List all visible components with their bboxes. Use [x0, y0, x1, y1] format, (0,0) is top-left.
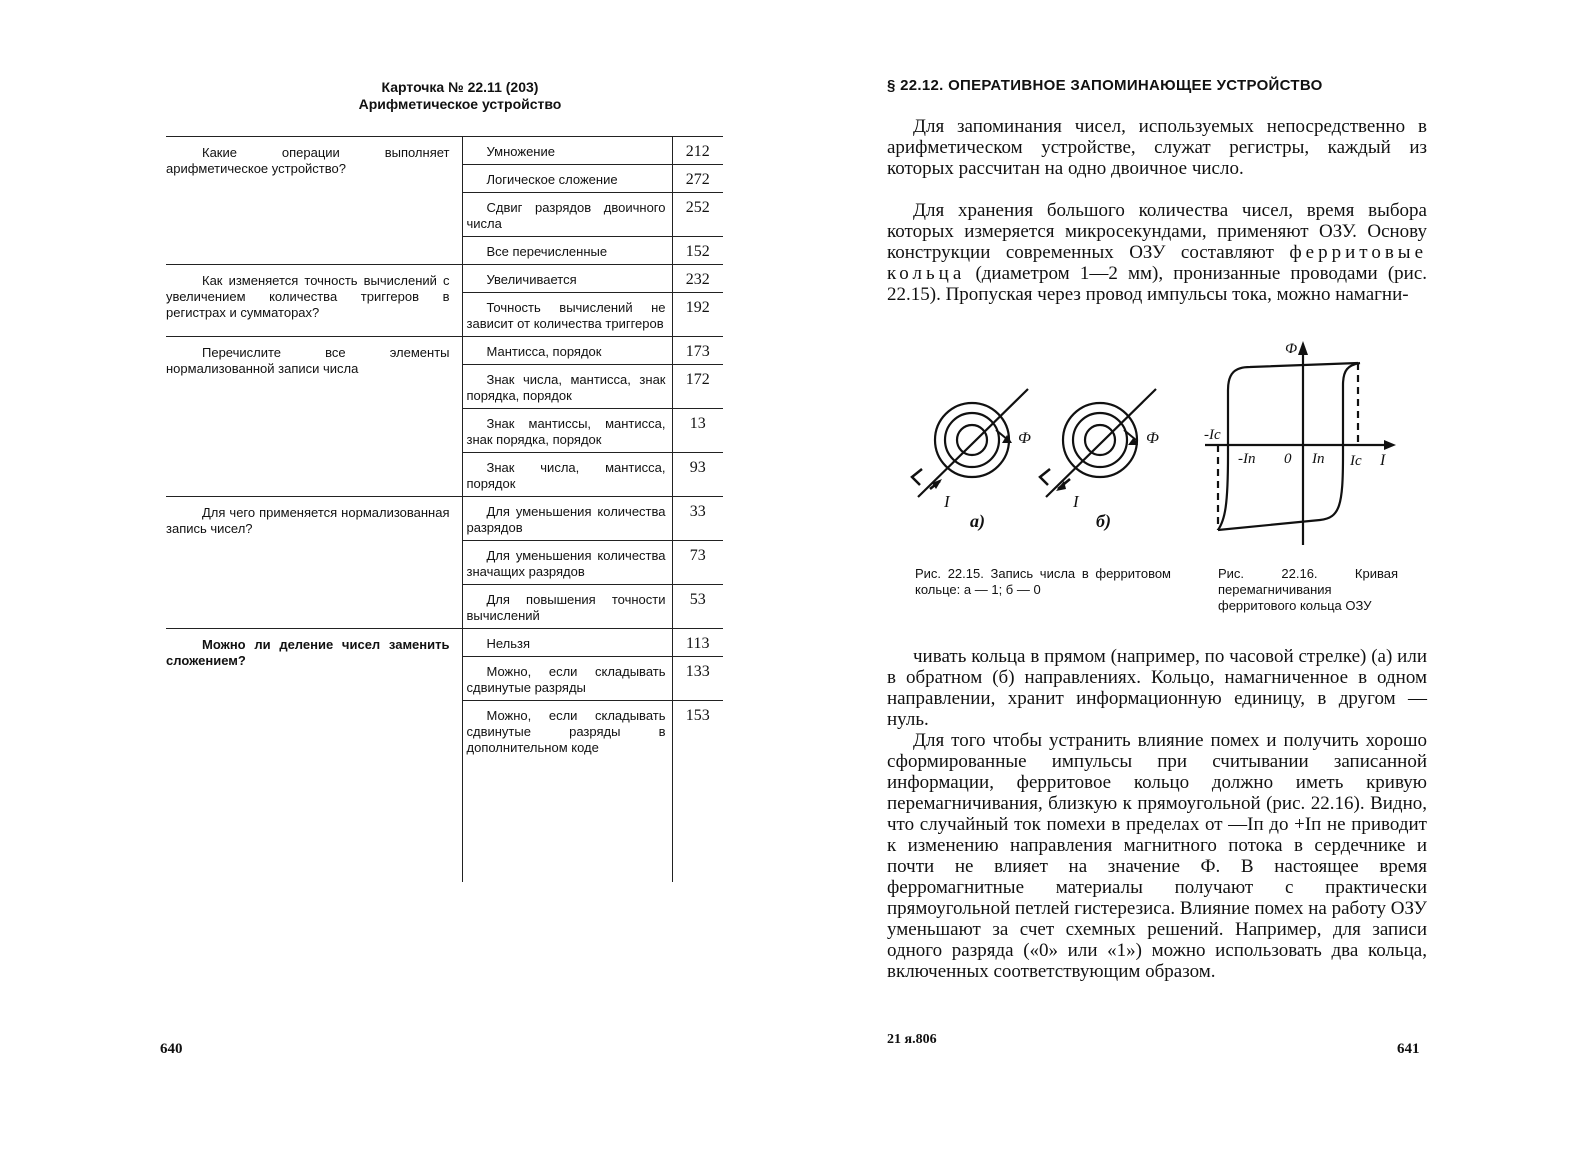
label-a: а)	[970, 511, 985, 531]
answer-cell: Для уменьшения количества значащих разрядов	[462, 541, 672, 585]
card-title: Карточка № 22.11 (203)	[381, 79, 539, 95]
right-page	[790, 0, 1583, 1153]
phi-label-b: Ф	[1146, 430, 1159, 447]
ring-b	[1040, 389, 1156, 497]
empty-cell	[462, 772, 672, 882]
neg-ic-label: -Ic	[1204, 427, 1221, 443]
answer-cell: Сдвиг разрядов двоичного числа	[462, 193, 672, 237]
answer-cell: Нельзя	[462, 629, 672, 657]
printer-signature: 21 я.806	[887, 1032, 937, 1047]
answer-code: 33	[672, 497, 723, 541]
ic-label: Ic	[1350, 453, 1362, 469]
answer-cell: Можно, если складывать сдвинутые разряды в дополнительном коде	[462, 701, 672, 773]
page-number-left: 640	[160, 1041, 183, 1057]
answer-code: 153	[672, 701, 723, 773]
card-heading	[160, 79, 760, 113]
answer-cell: Для повышения точности вычислений	[462, 585, 672, 629]
table-row	[166, 137, 723, 165]
table-row	[166, 629, 723, 657]
question-cell: Какие операции выполняет арифметическое устройство?	[166, 137, 462, 265]
answer-cell: Для уменьшения количества разрядов	[462, 497, 672, 541]
answer-code: 172	[672, 365, 723, 409]
paragraph-part: (диаметром 1—2 мм), пронизанные проводами (рис. 22.15). Пропуская через провод импульсы тока, можно намагни-	[887, 263, 1428, 305]
left-page	[0, 0, 790, 1153]
ring-a	[912, 389, 1028, 497]
origin-label: 0	[1284, 451, 1292, 467]
answer-cell: Знак числа, мантисса, знак порядка, порядок	[462, 365, 672, 409]
phi-axis-label: Ф	[1285, 341, 1298, 357]
answer-code: 212	[672, 137, 723, 165]
hysteresis-lower-branch	[1218, 363, 1358, 530]
paragraph	[887, 200, 1427, 305]
answer-cell: Знак числа, мантисса, порядок	[462, 453, 672, 497]
answer-code: 173	[672, 337, 723, 365]
current-axis-label: I	[1380, 452, 1386, 469]
current-label-a: I	[944, 492, 950, 511]
paragraph: Для того чтобы устранить влияние помех и получить хорошо сформированные импульсы при считывании записанной информации, ферритовое кольцо должно иметь кривую перемагничивания, близкую к прямоугольной (рис. 22.16). Видно, что случайный ток помехи в пределах от —Iп до +Iп не приводит к изменению направления магнитного потока в сердечнике и почти не влияет на значение Ф. В настоящее время ферромагнитные материалы получают с практически прямоугольной петлей гистерезиса. Влияние помех на работу ОЗУ уменьшают за счет схемных решений. Например, для записи одного разряда («0» или «1») можно использовать два кольца, включенных соответствующим образом.	[887, 730, 1427, 982]
paragraph: Для запоминания чисел, используемых непосредственно в арифметическом устройстве, служат регистры, каждый из которых рассчитан на одно двоичное число.	[887, 116, 1427, 179]
answer-cell: Мантисса, порядок	[462, 337, 672, 365]
label-b: б)	[1096, 511, 1111, 531]
section-title: § 22.12. ОПЕРАТИВНОЕ ЗАПОМИНАЮЩЕЕ УСТРОЙСТВО	[887, 77, 1323, 94]
answer-cell: Точность вычислений не зависит от количества триггеров	[462, 293, 672, 337]
phi-label-a: Ф	[1018, 430, 1031, 447]
paragraph: чивать кольца в прямом (например, по часовой стрелке) (а) или в обратном (б) направлениях. Кольцо, намагниченное в одном направлении, хранит информационную единицу, в другом — нуль.	[887, 646, 1427, 730]
answer-cell: Умножение	[462, 137, 672, 165]
answer-cell: Все перечисленные	[462, 237, 672, 265]
page-number-right: 641	[1397, 1041, 1420, 1057]
answer-code: 113	[672, 629, 723, 657]
question-cell: Перечислите все элементы нормализованной записи числа	[166, 337, 462, 497]
paragraph-part: Для хранения большого количества чисел, время выбора которых измеряется микросекундами, применяют ОЗУ. Основу конструкции современных ОЗУ составляют	[887, 200, 1427, 263]
answer-code: 272	[672, 165, 723, 193]
ferrite-rings-figure	[910, 385, 1180, 545]
card-subtitle: Арифметическое устройство	[358, 96, 562, 112]
figure-caption-22-16: Рис. 22.16. Кривая перемагничивания ферритового кольца ОЗУ	[1218, 566, 1398, 613]
answer-code: 53	[672, 585, 723, 629]
hysteresis-figure	[1200, 335, 1400, 550]
answer-code: 252	[672, 193, 723, 237]
answer-cell: Логическое сложение	[462, 165, 672, 193]
answer-code: 192	[672, 293, 723, 337]
current-arrow	[1384, 440, 1396, 450]
hysteresis-upper-branch	[1218, 363, 1360, 530]
table-row	[166, 265, 723, 293]
table-row	[166, 497, 723, 541]
question-cell: Как изменяется точность вычислений с увеличением количества триггеров в регистрах и сумматорах?	[166, 265, 462, 337]
question-cell: Можно ли деление чисел заменить сложением?	[166, 629, 462, 883]
answer-code: 133	[672, 657, 723, 701]
answer-code: 232	[672, 265, 723, 293]
answer-cell: Знак мантиссы, мантисса, знак порядка, порядок	[462, 409, 672, 453]
answer-code: 93	[672, 453, 723, 497]
empty-cell	[672, 772, 723, 882]
answer-cell: Увеличивается	[462, 265, 672, 293]
answer-code: 73	[672, 541, 723, 585]
answer-code: 13	[672, 409, 723, 453]
question-cell: Для чего применяется нормализованная запись чисел?	[166, 497, 462, 629]
figure-caption-22-15: Рис. 22.15. Запись числа в ферритовом кольце: а — 1; б — 0	[915, 566, 1171, 597]
phi-arrow	[1298, 341, 1308, 355]
in-label: Iп	[1312, 451, 1325, 467]
answer-code: 152	[672, 237, 723, 265]
neg-in-label: -Iп	[1238, 451, 1256, 467]
card-table	[166, 136, 723, 882]
table-row	[166, 337, 723, 365]
answer-cell: Можно, если складывать сдвинутые разряды	[462, 657, 672, 701]
emphasized-term: ферритовые кольца	[887, 242, 1428, 284]
current-label-b: I	[1073, 492, 1079, 511]
